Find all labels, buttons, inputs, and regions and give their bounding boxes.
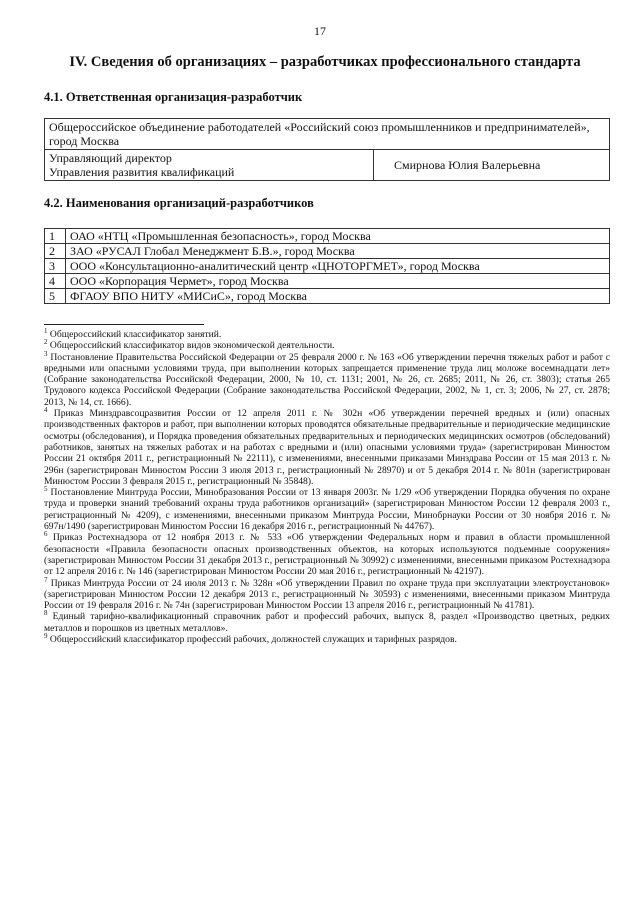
table-row [45, 119, 610, 150]
row-number: 4 [45, 274, 66, 289]
responsible-person: Смирнова Юлия Валерьевна [374, 150, 610, 181]
row-number: 1 [45, 229, 66, 244]
developer-org-name: ОАО «НТЦ «Промышленная безопасность», город Москва [66, 229, 610, 244]
developer-org-name: ООО «Консультационно-аналитический центр «ЦНОТОРГМЕТ», город Москва [66, 259, 610, 274]
footnote-number: 7 [44, 575, 48, 584]
footnote [44, 349, 611, 408]
footnote [44, 484, 610, 533]
table-row [45, 259, 610, 274]
footnote-text: Приказ Ростехнадзора от 12 ноября 2013 г. № 533 «Об утверждении Федеральных норм и правил в области промышленной безопасности «Правила безопасности опасных производственных объектов, на которых используются подъемные сооружения» (зарегистрирован Минюстом России 31 декабря 2013 г., регистрационный № 30992) с изменениями, внесенными приказом Ростехнадзора от 12 апреля 2016 г. № 146 (зарегистрирован Минюстом России 20 мая 2016 г., регистрационный № 42197). [44, 532, 611, 578]
footnotes [44, 326, 611, 646]
table-row [45, 289, 610, 304]
footnote-text: Приказ Минтруда России от 24 июля 2013 г. № 328н «Об утверждении Правил по охране труда при эксплуатации электроустановок» (зарегистрирован Минюстом России 12 декабря 2013 г., регистрационный № 30593) с изменениями, внесенными приказом Минтруда России от 19 февраля 2016 г. № 74н (зарегистрирован Минюстом России 13 апреля 2016 г., регистрационный № 41781). [44, 577, 610, 612]
footnote-separator [44, 324, 204, 325]
footnote [44, 326, 610, 340]
footnote-number: 4 [44, 405, 48, 414]
developer-orgs-heading: 4.2. Наименования организаций-разработчиков [44, 196, 314, 210]
footnote-text: Общероссийский классификатор видов экономической деятельности. [49, 340, 335, 352]
footnote-number: 3 [44, 349, 48, 358]
footnote [44, 405, 610, 487]
footnote-number: 1 [44, 326, 48, 335]
footnote [44, 532, 610, 577]
footnote-text: Общероссийский классификатор занятий. [49, 329, 222, 340]
footnote [44, 575, 610, 612]
developer-org-name: ЗАО «РУСАЛ Глобал Менеджмент Б.В.», город Москва [66, 244, 610, 259]
footnote-text: Постановление Правительства Российской Федерации от 25 февраля 2000 г. № 163 «Об утверждении перечня тяжелых работ и работ с вредными или опасными условиями труда, при выполнении которых запрещается применение труда лиц моложе восемнадцати лет» (Собрание законодательства Российской Федерации, 2000, № 10, ст. 1131; 2001, № 26, ст. 2685; 2011, № 26, ст. 3803); статья 265 Трудового кодекса Российской Федерации (Собрание законодательства Российской Федерации, 2002, № 1, ст. 3; 2006, № 27, ст. 2878; 2013, № 14, ст. 1666). [44, 351, 611, 408]
table-row [45, 244, 610, 259]
row-number: 5 [45, 289, 66, 304]
footnote-number: 5 [44, 484, 48, 493]
footnote-text: Постановление Минтруда России, Минобразования России от 13 января 2003г. № 1/29 «Об утверждении Порядка обучения по охране труда и проверки знаний требований охраны труда работников организаций» (зарегистрирован Минюстом России 12 февраля 2003 г., регистрационный № 4209), с изменениями, внесенными приказом Минтруда России, Минобрнауки России от 30 ноября 2016 г. № 697н/1490 (зарегистрирован Минюстом России 16 декабря 2016 г., регистрационный № 44767). [44, 487, 610, 533]
footnote-number: 6 [44, 530, 48, 539]
footnote-number: 9 [44, 631, 48, 640]
table-row [45, 150, 610, 181]
position-line-2: Управления развития квалификаций [49, 165, 235, 179]
table-row [45, 274, 610, 289]
responsible-org-name: Общероссийское объединение работодателей «Российский союз промышленников и предпринимателей», город Москва [45, 119, 610, 150]
responsible-org-heading: 4.1. Ответственная организация-разработчик [44, 90, 303, 104]
footnote-text: Приказ Минздравсоцразвития России от 12 апреля 2011 г. № 302н «Об утверждении перечней вредных и (или) опасных производственных факторов и работ, при выполнении которых проводятся обязательные предварительные и периодические медицинские осмотры (обследования), и Порядка проведения обязательных предварительных и периодических медицинских осмотров (обследований) работников, занятых на тяжелых работах и на работах с вредными и (или) опасными условиями труда» (зарегистрирован Минюстом России 21 октября 2011 г., регистрационный № 22111), с изменениями, внесенными приказами Минздрава России от 15 мая 2013 г. № 296н (зарегистрирован Минюстом России 3 июля 2013 г., регистрационный № 28970) и от 5 декабря 2014 г. № 801н (зарегистрирован Минюстом России 3 февраля 2015 г., регистрационный № 35848). [44, 408, 610, 487]
footnote-text: Единый тарифно-квалификационный справочник работ и профессий рабочих, выпуск 8, раздел «Производство цветных, редких металлов и порошков из цветных металлов». [44, 611, 610, 634]
position-line-1: Управляющий директор [49, 151, 172, 165]
footnote-text: Общероссийский классификатор профессий рабочих, должностей служащих и тарифных разрядов. [49, 634, 457, 646]
developer-org-name: ООО «Корпорация Чермет», город Москва [66, 274, 610, 289]
position-cell [45, 150, 374, 181]
footnote-number: 2 [44, 338, 48, 347]
developer-orgs-table [44, 228, 610, 304]
table-row [45, 229, 610, 244]
footnote [44, 631, 610, 646]
section-title: IV. Сведения об организациях – разработчиках профессионального стандарта [69, 54, 581, 70]
developer-org-name: ФГАОУ ВПО НИТУ «МИСиС», город Москва [66, 289, 610, 304]
row-number: 3 [45, 259, 66, 274]
page-number: 17 [314, 24, 326, 38]
footnote-number: 8 [44, 609, 48, 618]
footnote [44, 340, 610, 351]
footnote [44, 611, 610, 634]
row-number: 2 [45, 244, 66, 259]
responsible-org-table [44, 118, 610, 181]
